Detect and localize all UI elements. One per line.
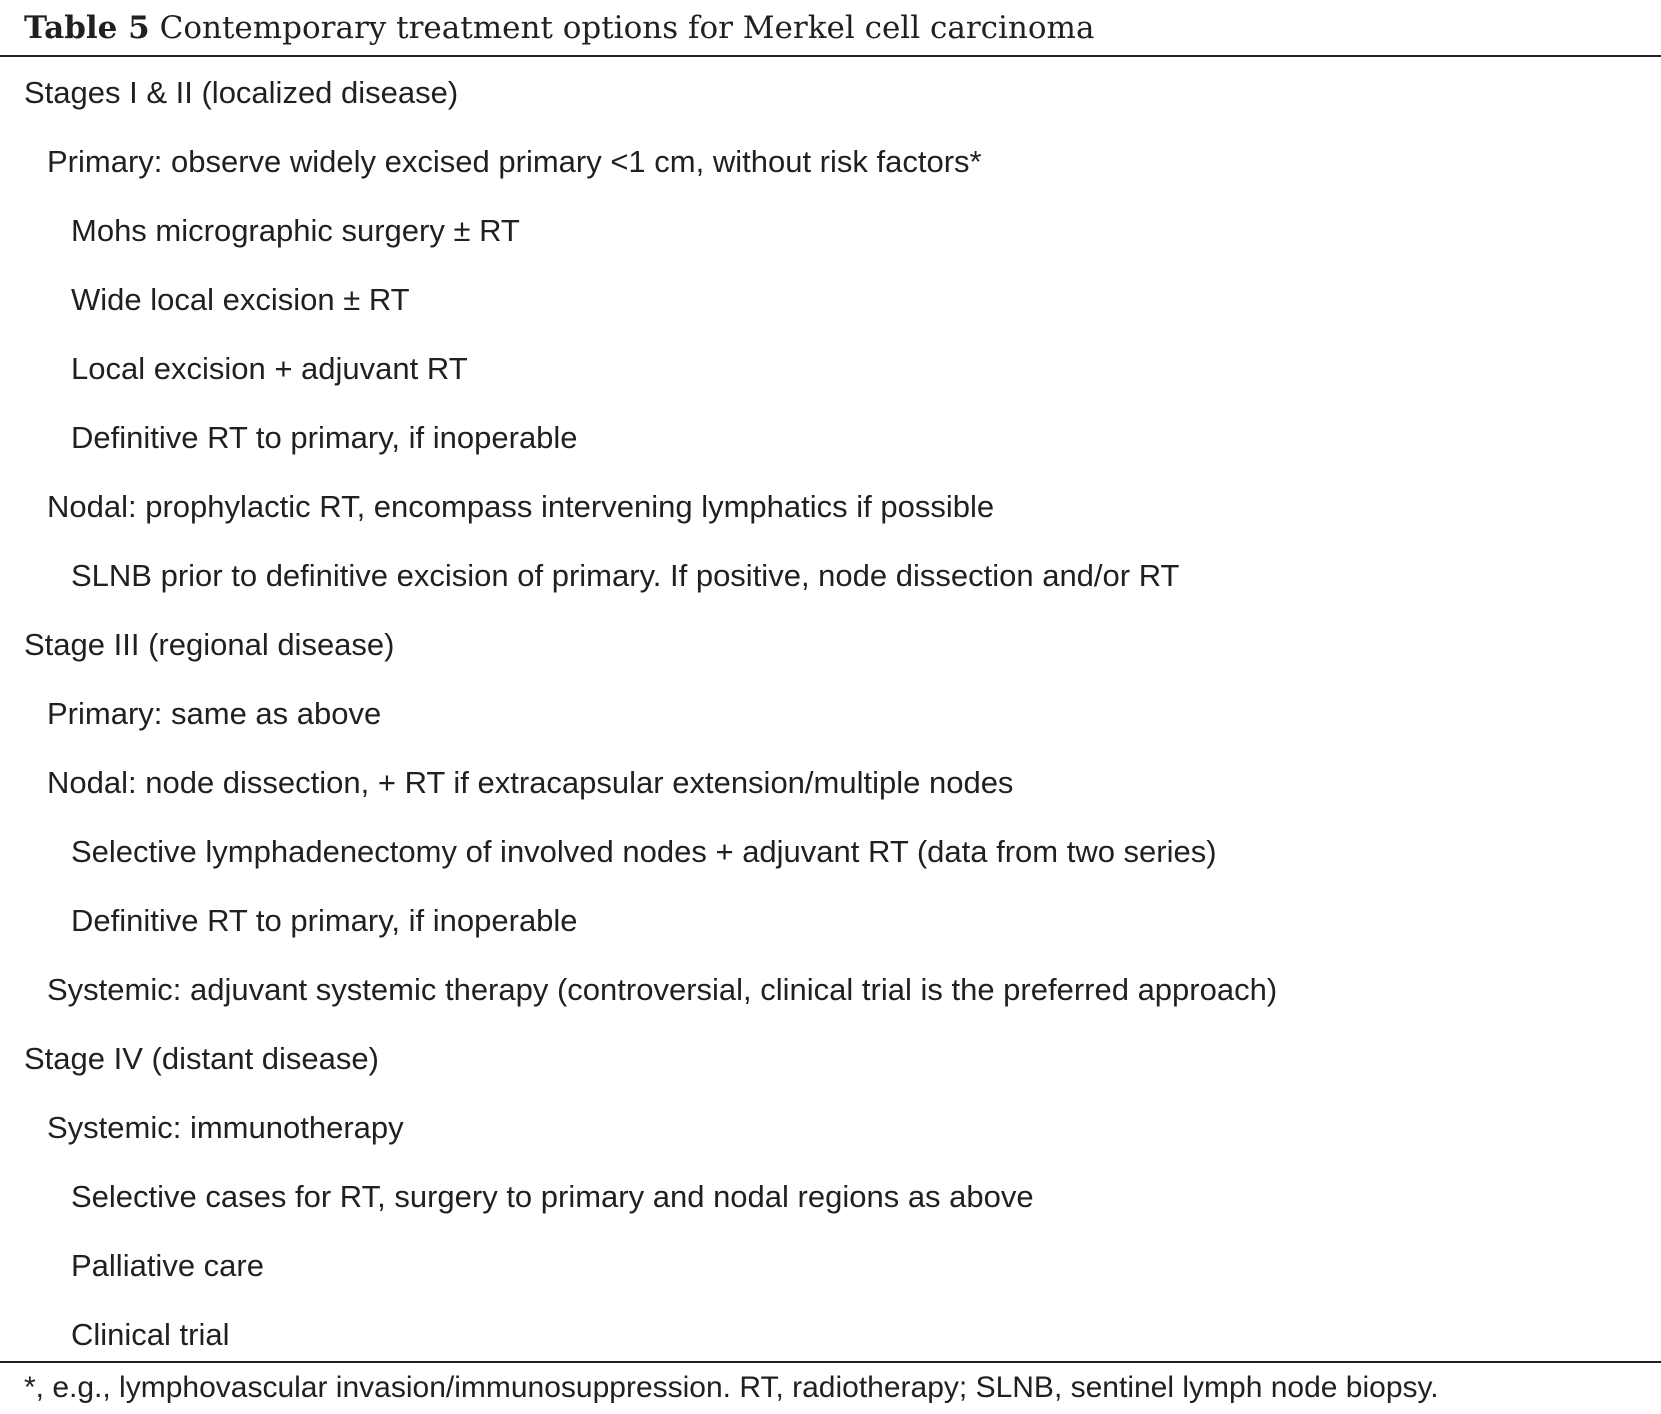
table-row: Wide local excision ± RT — [71, 282, 410, 317]
table-title: Contemporary treatment options for Merkel cell carcinoma — [159, 10, 1095, 46]
table-caption — [24, 4, 1094, 52]
table-row: Primary: observe widely excised primary <1 cm, without risk factors* — [47, 144, 982, 179]
table-row: Palliative care — [71, 1248, 264, 1283]
table-row: Selective cases for RT, surgery to primary and nodal regions as above — [71, 1179, 1034, 1214]
table-row: Stages I & II (localized disease) — [24, 75, 459, 110]
table-row: Definitive RT to primary, if inoperable — [71, 903, 578, 938]
table-row: Stage III (regional disease) — [24, 627, 395, 662]
table-top-rule — [0, 55, 1661, 57]
table-bottom-rule — [0, 1361, 1661, 1363]
table-row: Clinical trial — [71, 1317, 230, 1352]
table-body — [0, 58, 1661, 1369]
table-row: SLNB prior to definitive excision of primary. If positive, node dissection and/or RT — [71, 558, 1180, 593]
table-footnote: *, e.g., lymphovascular invasion/immunosuppression. RT, radiotherapy; SLNB, sentinel lymph node biopsy. — [24, 1371, 1439, 1404]
table-row: Local excision + adjuvant RT — [71, 351, 468, 386]
table-row: Nodal: node dissection, + RT if extracapsular extension/multiple nodes — [47, 765, 1014, 800]
table-row: Systemic: adjuvant systemic therapy (controversial, clinical trial is the preferred approach) — [47, 972, 1278, 1007]
table-label: Table 5 — [24, 10, 150, 46]
table-row: Nodal: prophylactic RT, encompass intervening lymphatics if possible — [47, 489, 995, 524]
table-row: Definitive RT to primary, if inoperable — [71, 420, 578, 455]
table-row: Mohs micrographic surgery ± RT — [71, 213, 520, 248]
table-row: Systemic: immunotherapy — [47, 1110, 404, 1145]
table-row: Stage IV (distant disease) — [24, 1041, 379, 1076]
table-row: Primary: same as above — [47, 696, 382, 731]
table-row: Selective lymphadenectomy of involved nodes + adjuvant RT (data from two series) — [71, 834, 1217, 869]
